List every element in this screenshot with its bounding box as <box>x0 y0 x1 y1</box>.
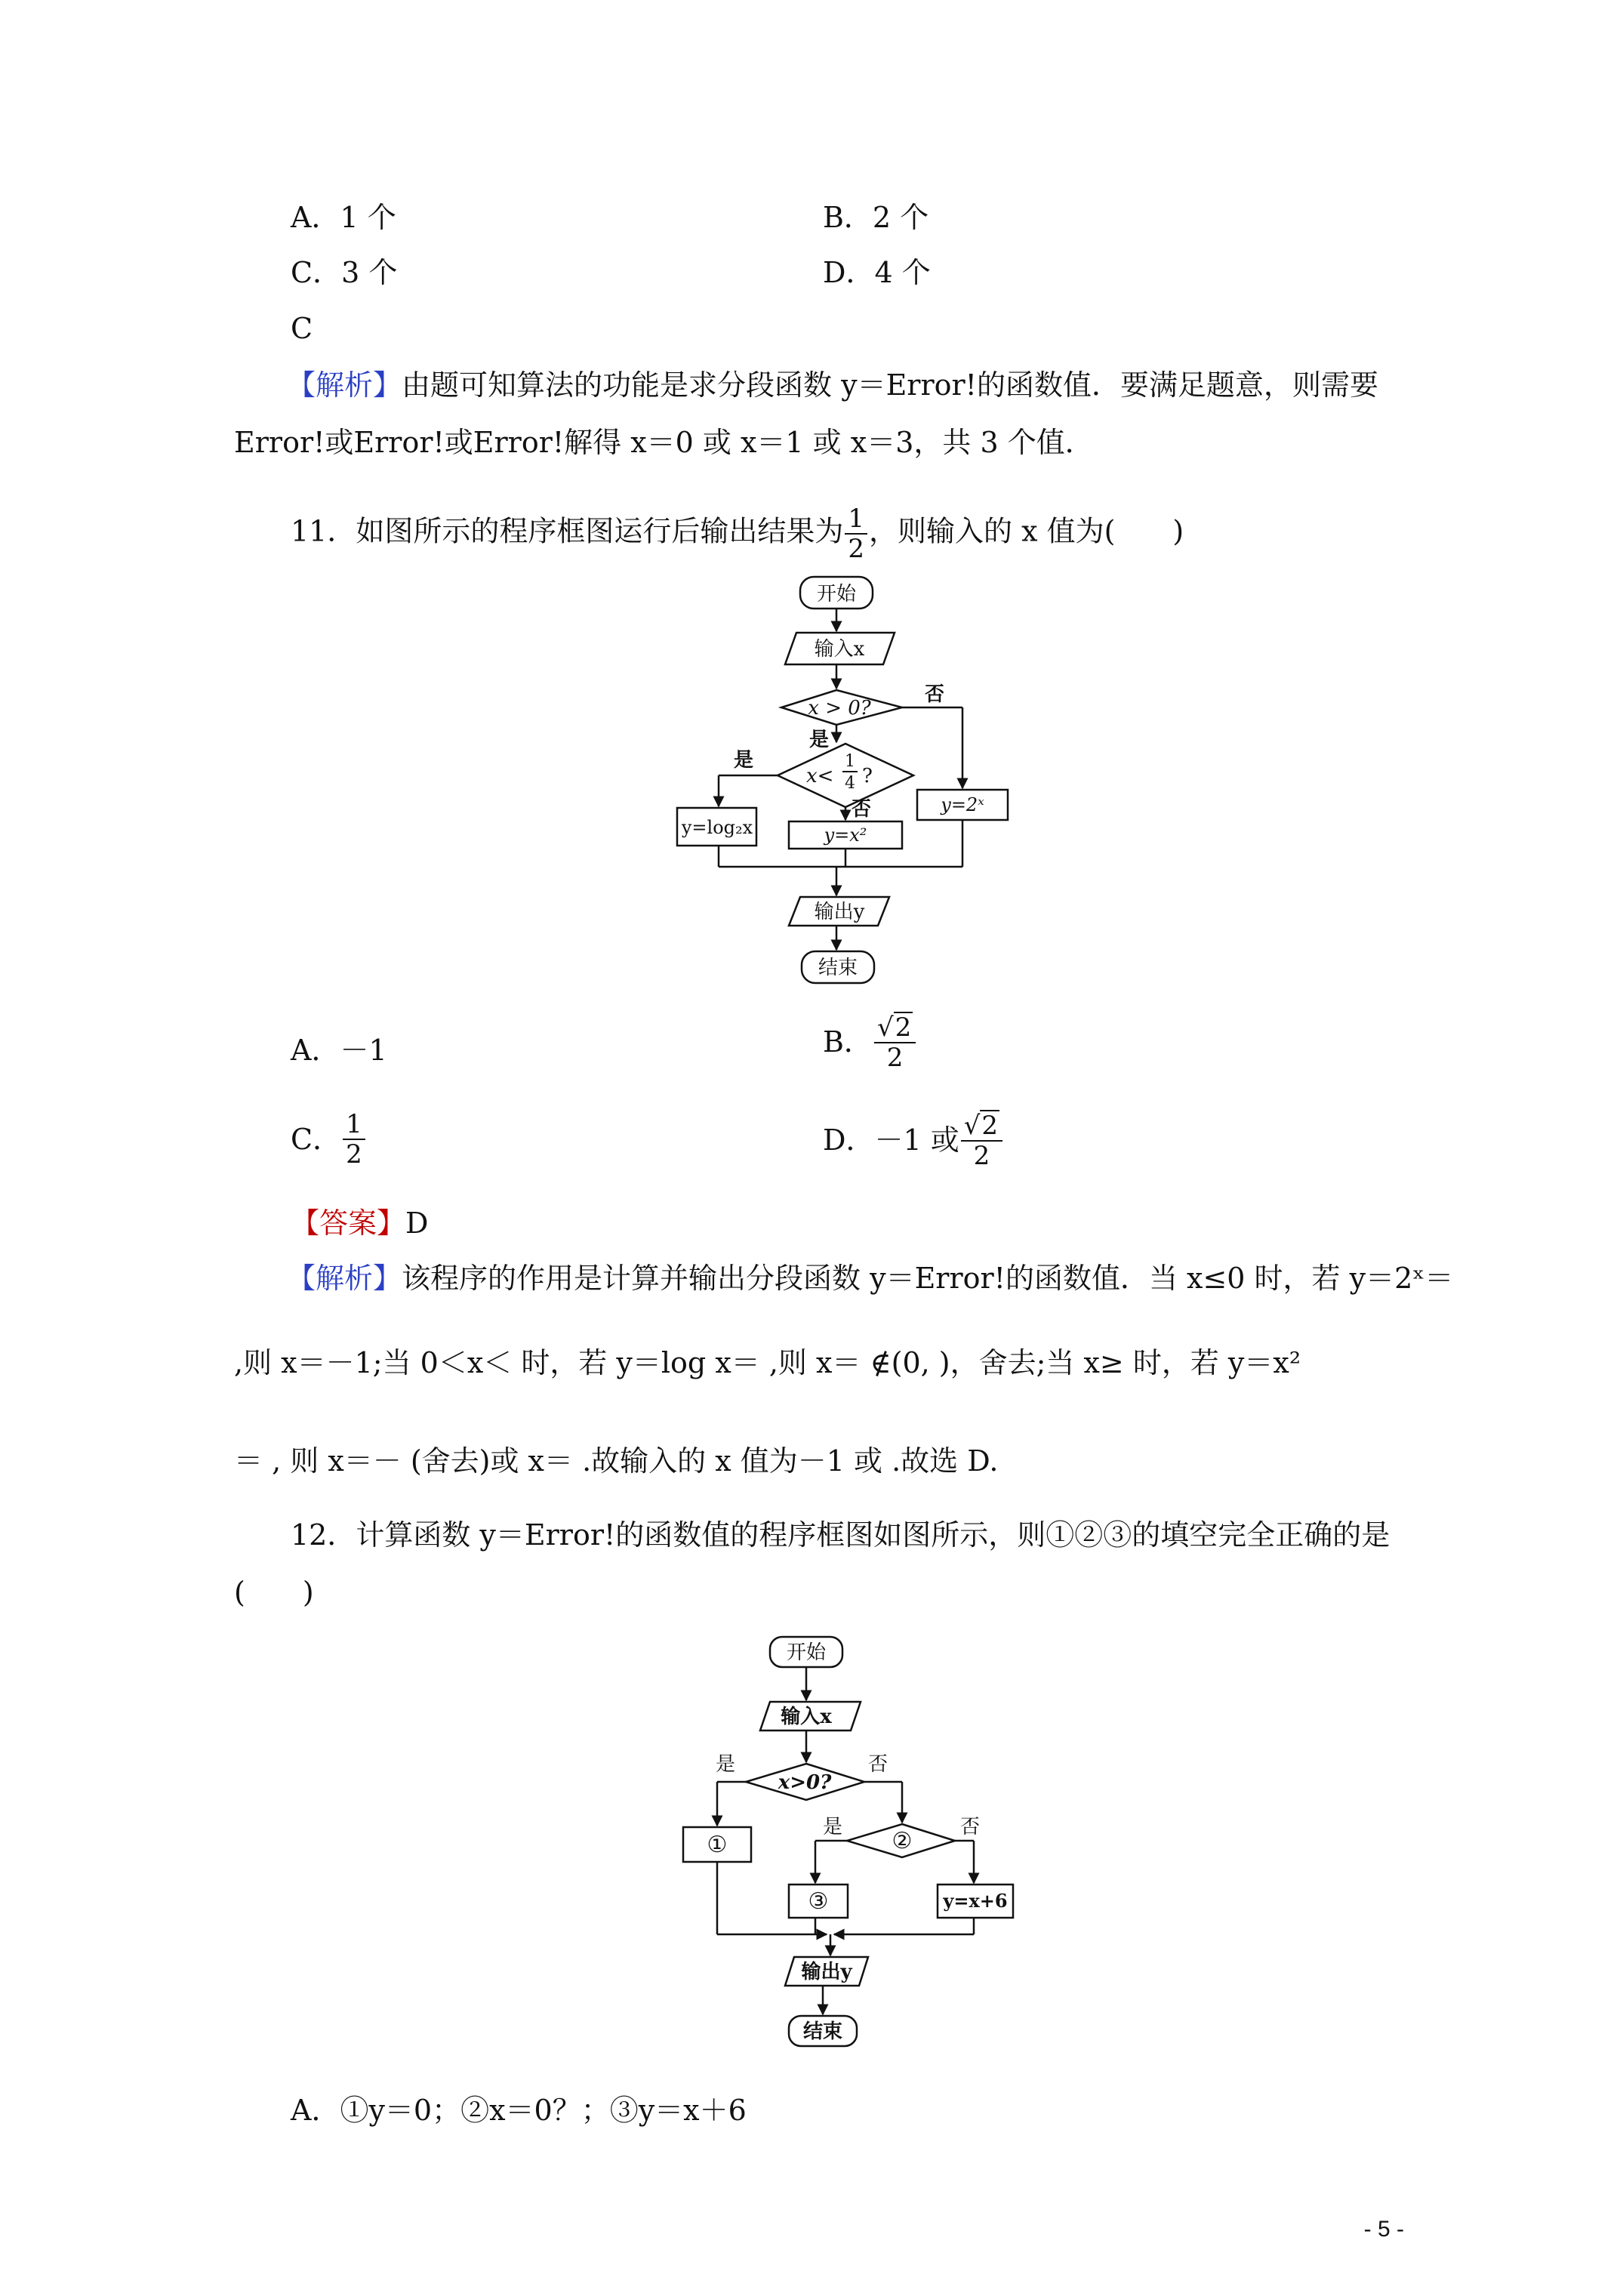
fc2-input-label: 输入x <box>781 1706 832 1728</box>
fc1-start-label: 开始 <box>816 583 857 606</box>
fc2-output-label: 输出y <box>801 1961 852 1983</box>
q12-stem-line1: 12．计算函数 y＝Error!的函数值的程序框图如图所示，则①②③的填空完全正确的是 <box>291 1518 1390 1552</box>
fraction-numerator: √2 <box>874 1012 916 1043</box>
fc2-no2-label: 否 <box>960 1816 981 1838</box>
answer-value: D <box>405 1207 429 1240</box>
fc1-yes2-label: 是 <box>734 749 754 772</box>
fc2-box-plus-label: y=x+6 <box>943 1890 1008 1912</box>
fc1-cond2-den: 4 <box>845 774 855 793</box>
fc1-output-label: 输出y <box>814 901 865 923</box>
fc1-cond2-suffix: ? <box>862 765 873 787</box>
fc2-cond2-label: ② <box>892 1828 913 1854</box>
q11-analysis-line2: ,则 x＝－1;当 0＜x＜ 时，若 y＝log x＝ ,则 x＝ ∉(0, )，舍去;当 x≥ 时，若 y＝x² <box>234 1346 1301 1379</box>
fc1-end-label: 结束 <box>818 957 858 979</box>
fc1-no1-label: 否 <box>925 683 945 706</box>
fc1-box-log-label: y=log₂x <box>681 817 753 838</box>
analysis-text: 该程序的作用是计算并输出分段函数 y＝Error!的函数值．当 x≤0 时，若 y＝2ˣ＝ <box>402 1262 1454 1295</box>
q11-option-a: A．－1 <box>291 1034 387 1067</box>
q11-stem-post: ，则输入的 x 值为( ) <box>869 514 1184 548</box>
fraction-denominator: 2 <box>886 1043 904 1073</box>
q10-option-a: A．1 个 <box>291 201 396 234</box>
fc1-no2-label: 否 <box>852 798 872 821</box>
q10-analysis-line2: Error!或Error!或Error!解得 x＝0 或 x＝1 或 x＝3，共 3 个值． <box>234 426 1094 459</box>
fc2-cond1-label: x>0? <box>778 1771 832 1794</box>
q11-stem-pre: 11．如图所示的程序框图运行后输出结果为 <box>291 514 844 548</box>
fc1-box-exp-label: y=2ˣ <box>941 794 984 815</box>
fc1-cond2-num: 1 <box>845 752 855 771</box>
fc2-yes1-label: 是 <box>716 1753 736 1776</box>
fc2-box1-label: ① <box>707 1832 728 1858</box>
analysis-text: 由题可知算法的功能是求分段函数 y＝Error!的函数值．要满足题意，则需要 <box>402 368 1378 402</box>
fc2-start-label: 开始 <box>786 1641 827 1664</box>
q12-stem-line2: ( ) <box>234 1576 314 1609</box>
analysis-tag: 【解析】 <box>287 1262 402 1295</box>
q12-option-a: A．①y＝0；②x＝0？；③y＝x＋6 <box>291 2094 747 2127</box>
q10-option-d: D．4 个 <box>823 256 931 289</box>
q11-analysis-line3: ＝ , 则 x＝－ (舍去)或 x＝ .故输入的 x 值为－1 或 .故选 D. <box>234 1444 999 1478</box>
fc2-no1-label: 否 <box>868 1753 888 1776</box>
fc1-input-label: 输入x <box>814 638 865 661</box>
option-label: B． <box>823 1025 873 1059</box>
option-label: C． <box>291 1123 342 1156</box>
fraction-numerator: √2 <box>961 1110 1002 1142</box>
radicand: 2 <box>981 1111 999 1141</box>
fc1-box-square-label: y=x² <box>824 824 867 846</box>
page-number: - 5 - <box>1363 2217 1404 2242</box>
option-label: D．－1 或 <box>823 1123 959 1157</box>
fraction-numerator: 1 <box>845 504 867 535</box>
fc1-cond2-prefix: x< <box>806 765 834 787</box>
answer-tag: 【答案】 <box>291 1207 406 1240</box>
fraction-numerator: 1 <box>343 1110 365 1140</box>
analysis-tag: 【解析】 <box>287 368 402 402</box>
fc2-yes2-label: 是 <box>823 1816 843 1838</box>
fc1-yes1-label: 是 <box>809 729 830 751</box>
q10-answer: C <box>291 312 313 345</box>
fc2-end-label: 结束 <box>802 2020 843 2043</box>
fc2-box3-label: ③ <box>808 1888 829 1915</box>
fc1-cond1-label: x > 0? <box>808 697 871 720</box>
radicand: 2 <box>895 1012 912 1043</box>
fraction-denominator: 2 <box>973 1141 990 1171</box>
fraction-denominator: 2 <box>346 1139 362 1170</box>
q10-option-c: C．3 个 <box>291 256 398 289</box>
fraction-denominator: 2 <box>848 534 864 564</box>
q10-option-b: B．2 个 <box>823 201 929 234</box>
